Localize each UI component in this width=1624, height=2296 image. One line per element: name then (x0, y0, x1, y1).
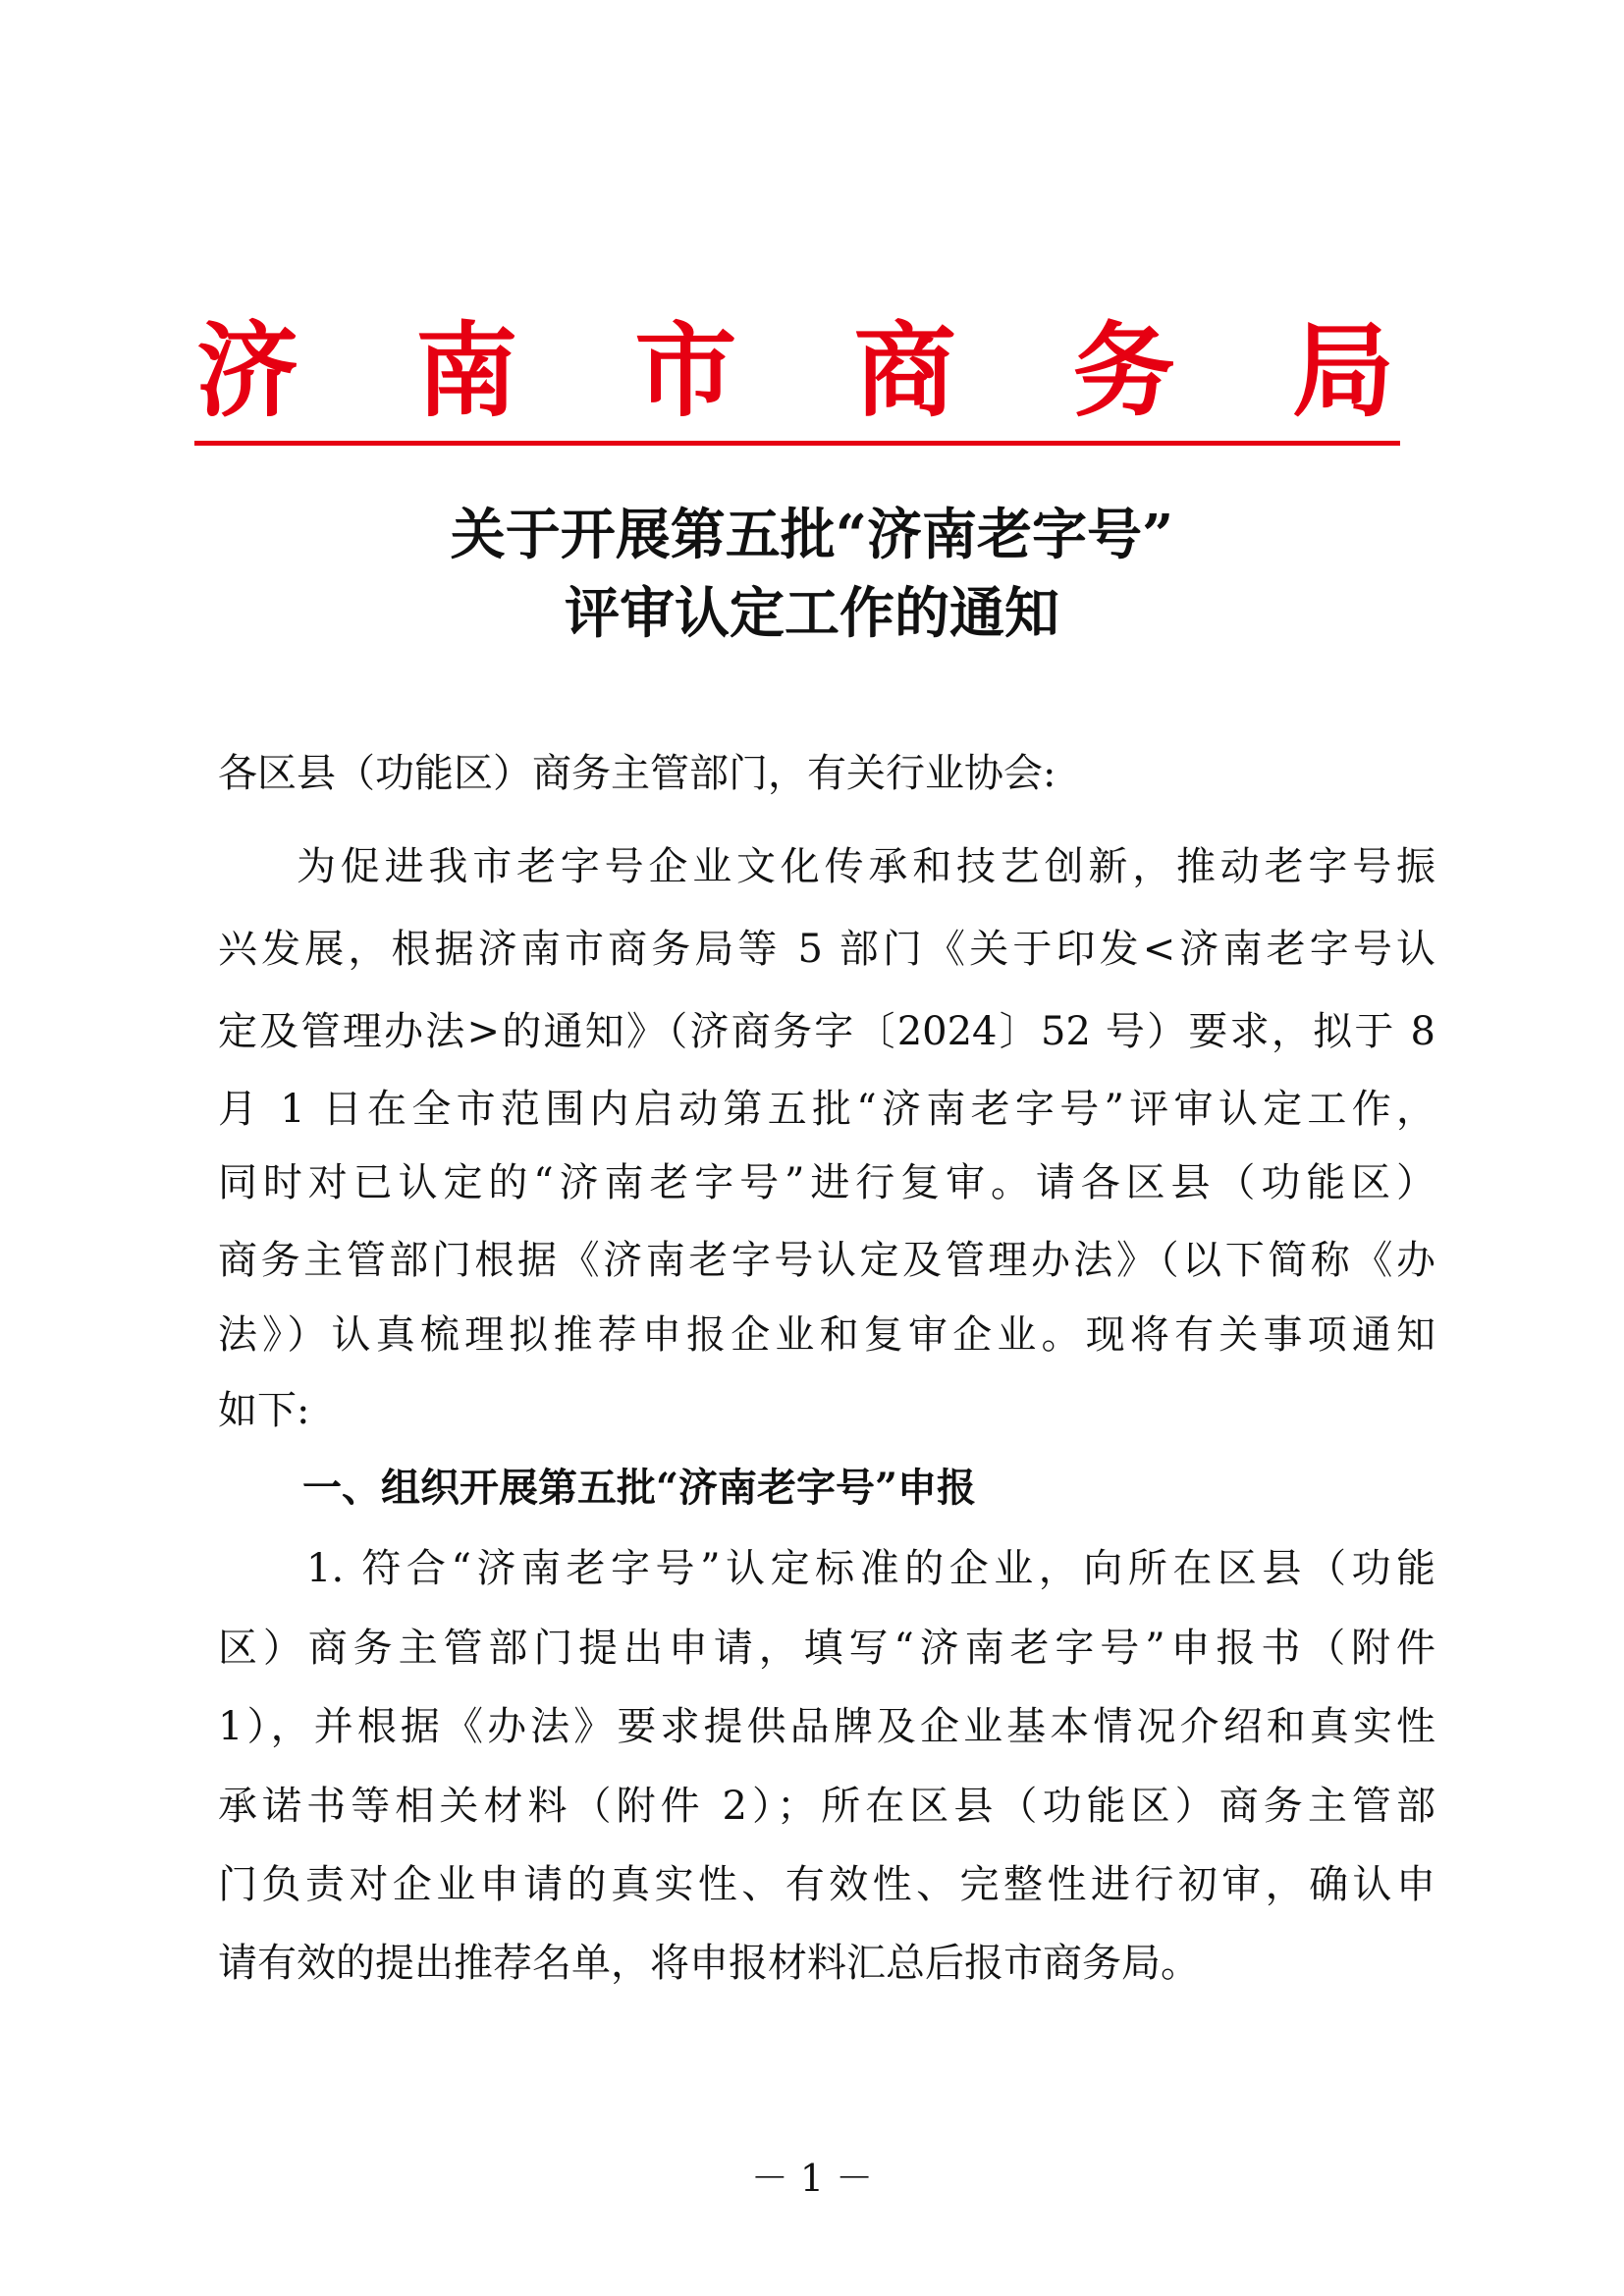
header-char: 市 (634, 310, 737, 431)
body-line: 定及管理办法>的通知》（济商务字〔2024〕52 号）要求，拟于 8 (218, 1009, 1435, 1054)
header-divider (194, 441, 1400, 446)
issuing-authority-header (196, 312, 1394, 430)
page-number: － 1 － (750, 2157, 874, 2200)
document-title-line-2: 评审认定工作的通知 (565, 581, 1059, 646)
header-char: 商 (853, 310, 956, 431)
header-char: 济 (196, 310, 299, 431)
body-line: 法》）认真梳理拟推荐申报企业和复审企业。现将有关事项通知 (218, 1312, 1435, 1358)
header-char: 南 (415, 310, 518, 431)
section-heading: 一、组织开展第五批“济南老字号”申报 (302, 1465, 977, 1511)
body-line: 门负责对企业申请的真实性、有效性、完整性进行初审，确认申 (218, 1862, 1435, 1907)
body-line: 区）商务主管部门提出申请，填写“济南老字号”申报书（附件 (218, 1626, 1435, 1671)
body-line: 兴发展，根据济南市商务局等 5 部门《关于印发<济南老字号认 (218, 927, 1435, 972)
document-title-line-1: 关于开展第五批“济南老字号” (450, 503, 1174, 567)
header-char: 务 (1072, 310, 1175, 431)
body-line: 商务主管部门根据《济南老字号认定及管理办法》（以下简称《办 (218, 1238, 1435, 1283)
body-line: 如下: (218, 1388, 310, 1433)
header-char: 局 (1291, 310, 1394, 431)
body-line: 承诺书等相关材料（附件 2）；所在区县（功能区）商务主管部 (218, 1784, 1435, 1829)
body-line: 请有效的提出推荐名单，将申报材料汇总后报市商务局。 (218, 1941, 1200, 1986)
body-line: 1. 符合“济南老字号”认定标准的企业，向所在区县（功能 (306, 1546, 1435, 1591)
body-line: 1），并根据《办法》要求提供品牌及企业基本情况介绍和真实性 (218, 1704, 1435, 1749)
body-line: 为促进我市老字号企业文化传承和技艺创新，推动老字号振 (297, 844, 1435, 889)
salutation: 各区县（功能区）商务主管部门，有关行业协会: (218, 751, 1056, 796)
body-line: 同时对已认定的“济南老字号”进行复审。请各区县（功能区） (218, 1160, 1435, 1205)
body-line: 月 1 日在全市范围内启动第五批“济南老字号”评审认定工作， (218, 1087, 1435, 1132)
